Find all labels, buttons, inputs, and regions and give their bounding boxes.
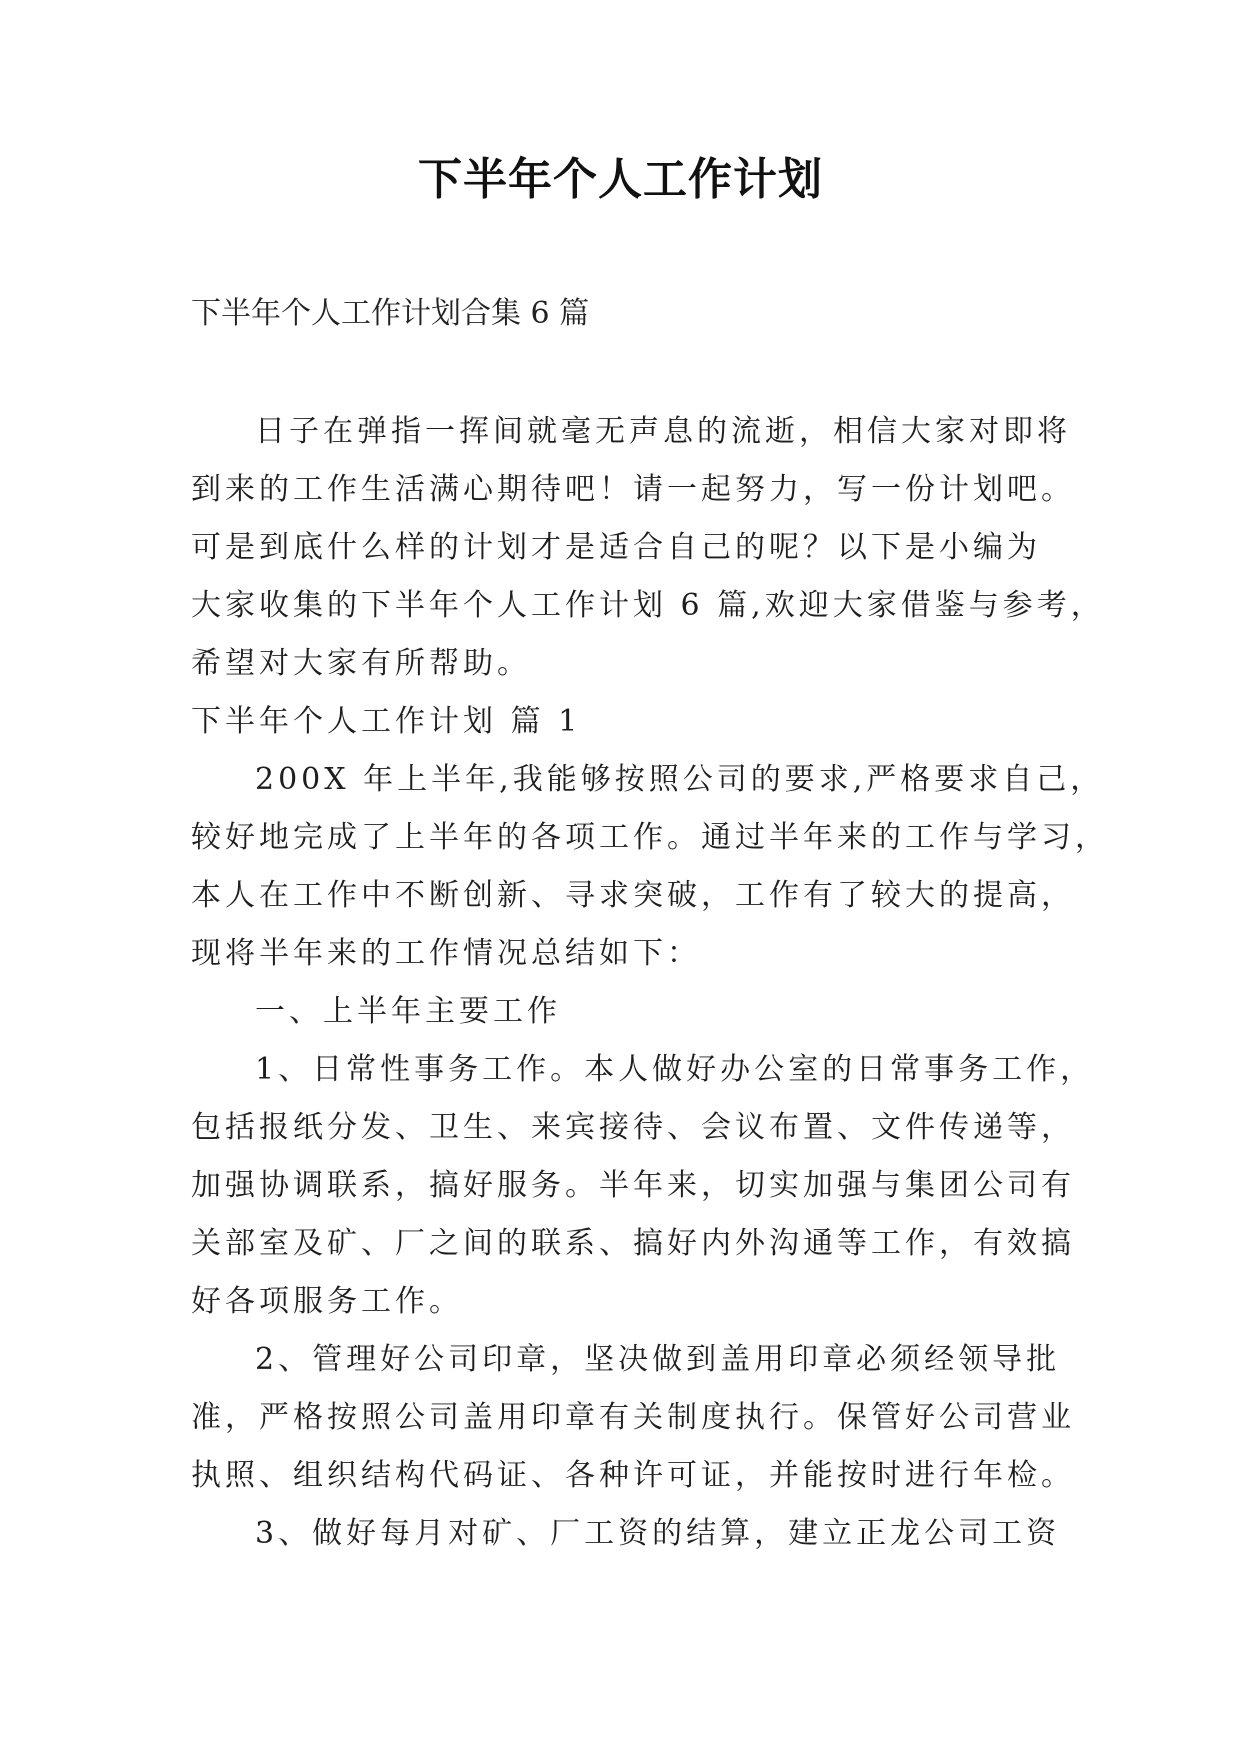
text-line: 关部室及矿、厂之间的联系、搞好内外沟通等工作，有效搞	[191, 1226, 1075, 1261]
text-line: 包括报纸分发、卫生、来宾接待、会议布置、文件传递等，	[191, 1110, 1075, 1145]
text-line: 加强协调联系，搞好服务。半年来，切实加强与集团公司有	[191, 1168, 1075, 1203]
section-heading: 下半年个人工作计划 篇 1	[191, 704, 582, 739]
text-line: 执照、组织结构代码证、各种许可证，并能按时进行年检。	[191, 1458, 1075, 1493]
document-body	[191, 403, 1109, 1563]
text-line: 大家收集的下半年个人工作计划 6 篇,欢迎大家借鉴与参考，	[191, 588, 1105, 623]
document-title: 下半年个人工作计划	[418, 154, 823, 205]
text-line: 好各项服务工作。	[191, 1284, 463, 1319]
document-subtitle: 下半年个人工作计划合集 6 篇	[191, 296, 590, 331]
text-line: 准，严格按照公司盖用印章有关制度执行。保管好公司营业	[191, 1400, 1075, 1435]
text-line: 1、日常性事务工作。本人做好办公室的日常事务工作，	[255, 1052, 1095, 1087]
text-line: 现将半年来的工作情况总结如下：	[191, 936, 701, 971]
text-line: 3、做好每月对矿、厂工资的结算，建立正龙公司工资	[255, 1516, 1061, 1551]
text-line: 较好地完成了上半年的各项工作。通过半年来的工作与学习，	[191, 820, 1109, 855]
text-line: 2、管理好公司印章，坚决做到盖用印章必须经领导批	[255, 1342, 1061, 1377]
text-line: 日子在弹指一挥间就毫无声息的流逝，相信大家对即将	[255, 414, 1071, 449]
text-line: 可是到底什么样的计划才是适合自己的呢？以下是小编为	[191, 530, 1041, 565]
text-line: 到来的工作生活满心期待吧！请一起努力，写一份计划吧。	[191, 472, 1075, 507]
text-line: 200X 年上半年,我能够按照公司的要求,严格要求自己，	[255, 762, 1105, 797]
subsection-heading: 一、上半年主要工作	[255, 994, 561, 1029]
text-line: 希望对大家有所帮助。	[191, 646, 531, 681]
text-line: 本人在工作中不断创新、寻求突破，工作有了较大的提高，	[191, 878, 1075, 913]
